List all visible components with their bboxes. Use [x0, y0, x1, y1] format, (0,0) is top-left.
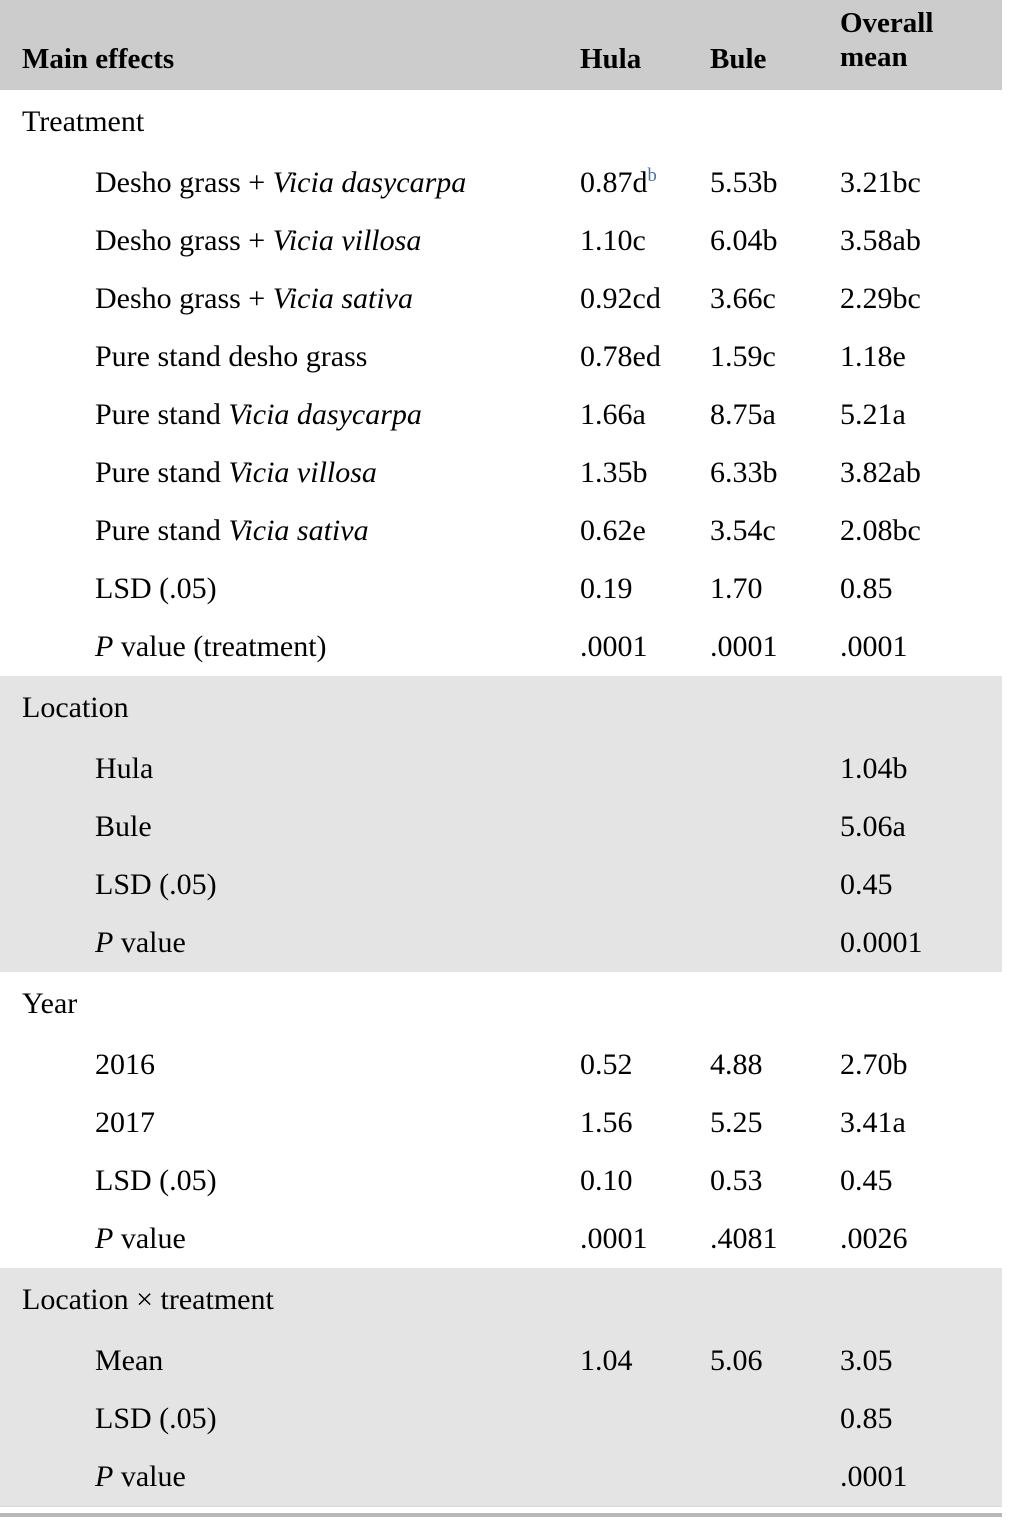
cell-hula	[580, 740, 710, 798]
table-row	[0, 740, 1002, 798]
table-row	[0, 618, 1002, 676]
row-label: Desho grass + Vicia villosa	[0, 212, 580, 270]
cell-hula: 1.56	[580, 1094, 710, 1152]
cell-bule	[710, 1448, 840, 1506]
row-label: P value	[0, 1210, 580, 1268]
table-bottom-rule	[0, 1513, 1002, 1517]
row-label: Mean	[0, 1332, 580, 1390]
row-label-italic: Vicia dasycarpa	[228, 398, 422, 432]
row-label-italic: P	[95, 630, 114, 664]
cell-bule: 8.75a	[710, 386, 840, 444]
cell-mean: 2.08bc	[840, 502, 1002, 560]
section-header-cell-bule	[710, 676, 840, 740]
section-header-cell-mean	[840, 1268, 1002, 1332]
table-row	[0, 1094, 1002, 1152]
cell-hula: 0.10	[580, 1152, 710, 1210]
cell-mean: .0026	[840, 1210, 1002, 1268]
table-row	[0, 444, 1002, 502]
cell-bule: 4.88	[710, 1036, 840, 1094]
row-label: LSD (.05)	[0, 1390, 580, 1448]
row-label: LSD (.05)	[0, 856, 580, 914]
table-row	[0, 1390, 1002, 1448]
cell-bule	[710, 1390, 840, 1448]
column-header-overall-mean-line1: Overall	[840, 7, 934, 39]
cell-mean: 1.18e	[840, 328, 1002, 386]
row-label: Pure stand Vicia sativa	[0, 502, 580, 560]
cell-hula: .0001	[580, 1210, 710, 1268]
cell-hula: 1.04	[580, 1332, 710, 1390]
cell-bule: 1.59c	[710, 328, 840, 386]
table-row	[0, 154, 1002, 212]
column-header-overall-mean	[840, 0, 1002, 90]
cell-mean: 1.04b	[840, 740, 1002, 798]
cell-bule: .4081	[710, 1210, 840, 1268]
section-title: Location	[0, 676, 580, 740]
table-header	[0, 0, 1002, 90]
cell-mean: 0.85	[840, 560, 1002, 618]
section-header-cell-bule	[710, 972, 840, 1036]
row-label-italic: P	[95, 1222, 114, 1256]
table-header-row	[0, 0, 1002, 90]
cell-mean: 3.41a	[840, 1094, 1002, 1152]
cell-mean: 3.58ab	[840, 212, 1002, 270]
cell-bule: 3.54c	[710, 502, 840, 560]
row-label: P value	[0, 914, 580, 972]
cell-bule: 6.33b	[710, 444, 840, 502]
cell-bule: .0001	[710, 618, 840, 676]
row-label-italic: P	[95, 1460, 114, 1494]
cell-bule: 5.53b	[710, 154, 840, 212]
cell-mean: 0.85	[840, 1390, 1002, 1448]
table-row	[0, 560, 1002, 618]
table-row	[0, 1152, 1002, 1210]
table-row	[0, 502, 1002, 560]
cell-hula	[580, 798, 710, 856]
row-label-italic: Vicia sativa	[228, 514, 369, 548]
row-label: 2016	[0, 1036, 580, 1094]
cell-bule: 0.53	[710, 1152, 840, 1210]
column-header-main-effects: Main effects	[22, 43, 175, 76]
cell-bule: 3.66c	[710, 270, 840, 328]
cell-bule: 1.70	[710, 560, 840, 618]
table-row	[0, 386, 1002, 444]
section-header-cell-hula	[580, 972, 710, 1036]
cell-mean: 2.70b	[840, 1036, 1002, 1094]
cell-bule	[710, 856, 840, 914]
table-row	[0, 1036, 1002, 1094]
cell-hula: .0001	[580, 618, 710, 676]
row-label: P value	[0, 1448, 580, 1506]
row-label: Bule	[0, 798, 580, 856]
section-header-cell-hula	[580, 1268, 710, 1332]
cell-bule	[710, 914, 840, 972]
cell-mean: 0.0001	[840, 914, 1002, 972]
section-header-cell-bule	[710, 1268, 840, 1332]
table-row	[0, 798, 1002, 856]
section-header-row	[0, 1268, 1002, 1332]
cell-bule	[710, 740, 840, 798]
column-header-overall-mean-line2: mean	[840, 41, 908, 74]
section-header-cell-hula	[580, 676, 710, 740]
row-label: P value (treatment)	[0, 618, 580, 676]
cell-hula	[580, 914, 710, 972]
section-title: Year	[0, 972, 580, 1036]
row-label-italic: Vicia sativa	[272, 282, 413, 316]
cell-mean: .0001	[840, 1448, 1002, 1506]
cell-hula: 0.19	[580, 560, 710, 618]
row-label-italic: Vicia villosa	[272, 224, 422, 258]
section-header-row	[0, 676, 1002, 740]
section-header-row	[0, 90, 1002, 154]
cell-hula: 1.10c	[580, 212, 710, 270]
cell-mean: 2.29bc	[840, 270, 1002, 328]
row-label: LSD (.05)	[0, 560, 580, 618]
cell-bule: 6.04b	[710, 212, 840, 270]
cell-hula: 0.87d$^b$	[580, 154, 710, 212]
table-body	[0, 90, 1002, 1506]
section-header-row	[0, 972, 1002, 1036]
cell-mean: 0.45	[840, 856, 1002, 914]
cell-hula: 1.35b	[580, 444, 710, 502]
row-label: Desho grass + Vicia dasycarpa	[0, 154, 580, 212]
section-header-cell-mean	[840, 90, 1002, 154]
cell-mean: 5.06a	[840, 798, 1002, 856]
footnote-marker[interactable]: b	[647, 165, 657, 187]
cell-hula	[580, 856, 710, 914]
row-label-italic: Vicia villosa	[228, 456, 377, 490]
cell-mean: 3.21bc	[840, 154, 1002, 212]
table-row	[0, 914, 1002, 972]
cell-mean: 3.82ab	[840, 444, 1002, 502]
table-bottom-hairline	[0, 1506, 1002, 1507]
section-header-cell-mean	[840, 972, 1002, 1036]
cell-hula: 1.66a	[580, 386, 710, 444]
row-label-italic: P	[95, 926, 114, 960]
row-label: Hula	[0, 740, 580, 798]
cell-mean: 0.45	[840, 1152, 1002, 1210]
table-row	[0, 856, 1002, 914]
cell-bule: 5.25	[710, 1094, 840, 1152]
row-label: Desho grass + Vicia sativa	[0, 270, 580, 328]
column-header-hula: Hula	[580, 43, 642, 76]
column-header-bule: Bule	[710, 43, 767, 76]
row-label: Pure stand Vicia villosa	[0, 444, 580, 502]
row-label: Pure stand Vicia dasycarpa	[0, 386, 580, 444]
cell-bule: 5.06	[710, 1332, 840, 1390]
table-row	[0, 212, 1002, 270]
cell-hula	[580, 1448, 710, 1506]
section-header-cell-mean	[840, 676, 1002, 740]
row-label: LSD (.05)	[0, 1152, 580, 1210]
cell-bule	[710, 798, 840, 856]
table-row	[0, 270, 1002, 328]
section-title: Treatment	[0, 90, 580, 154]
section-header-cell-bule	[710, 90, 840, 154]
cell-hula	[580, 1390, 710, 1448]
cell-hula: 0.62e	[580, 502, 710, 560]
cell-mean: .0001	[840, 618, 1002, 676]
cell-hula: 0.78ed	[580, 328, 710, 386]
section-header-cell-hula	[580, 90, 710, 154]
table-row	[0, 1448, 1002, 1506]
cell-hula: 0.92cd	[580, 270, 710, 328]
row-label: 2017	[0, 1094, 580, 1152]
row-label-italic: Vicia dasycarpa	[272, 166, 467, 200]
cell-mean: 3.05	[840, 1332, 1002, 1390]
cell-mean: 5.21a	[840, 386, 1002, 444]
table-row	[0, 328, 1002, 386]
cell-hula: 0.52	[580, 1036, 710, 1094]
table-row	[0, 1332, 1002, 1390]
table-row	[0, 1210, 1002, 1268]
row-label: Pure stand desho grass	[0, 328, 580, 386]
section-title: Location × treatment	[0, 1268, 580, 1332]
